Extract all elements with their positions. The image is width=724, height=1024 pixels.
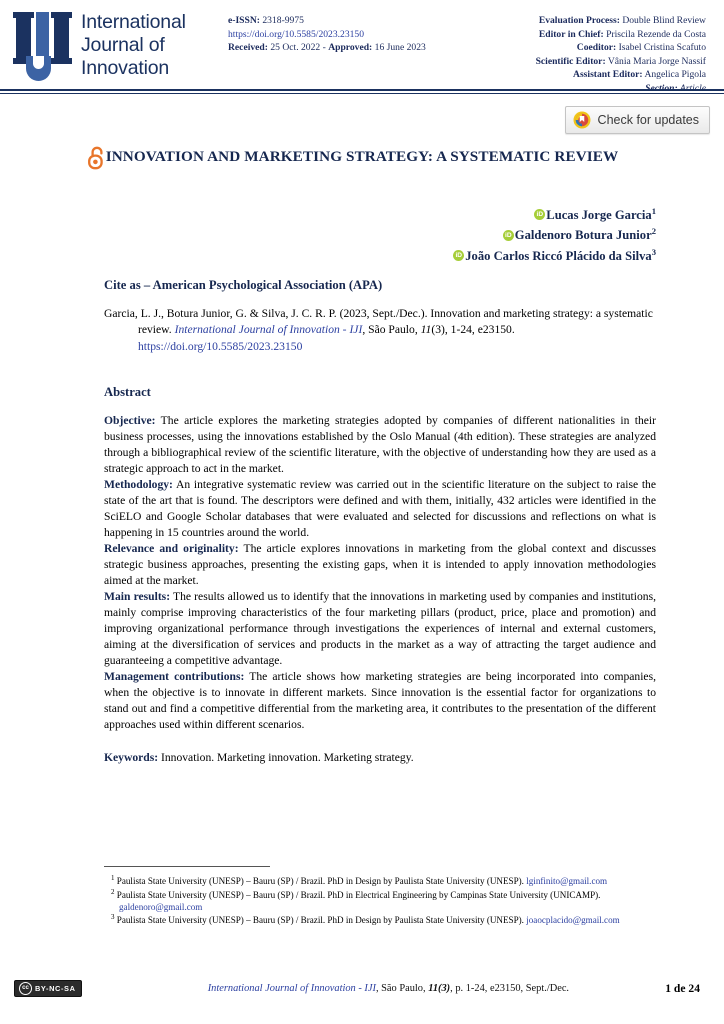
abstract-block: [104, 413, 656, 477]
editor-label: Assistant Editor:: [573, 69, 643, 81]
issn-metadata: [228, 6, 426, 55]
footnote-text: Paulista State University (UNESP) – Bauru (SP) / Brazil. PhD in Design by Paulista State University (UNESP).: [116, 915, 524, 926]
footnote-item: [104, 913, 656, 926]
approved-label: Approved:: [328, 42, 373, 54]
author-footnote-marker[interactable]: 3: [651, 246, 656, 257]
received-value: 25 Oct. 2022 -: [267, 42, 329, 54]
editor-value: Double Blind Review: [619, 15, 706, 26]
journal-logo-wordmark: [81, 11, 186, 80]
issn-value: 2318-9975: [259, 15, 304, 26]
abstract-heading: Abstract: [104, 385, 151, 400]
author-name: Lucas Jorge Garcia: [546, 208, 652, 223]
footnote-text: Paulista State University (UNESP) – Bauru (SP) / Brazil. PhD in Design by Paulista State University (UNESP).: [116, 876, 524, 887]
abstract-block-text: The article explores the marketing strategies adopted by companies of different nationalities in their business processes, using the innovations established by the Oslo Manual (4th edition). These strategies are analyzed through a bibliographical review of the scientific literature, with the objective of understanding how they are used as a strategic approach to act in the market.: [104, 414, 656, 476]
author-name: Galdenoro Botura Junior: [514, 228, 652, 243]
footnote-text: Paulista State University (UNESP) – Bauru (SP) / Brazil. PhD in Electrical Engineering by Campinas State University (UNICAMP).: [116, 889, 601, 900]
abstract-block-lead: Main results:: [104, 590, 171, 604]
footer-rest-b: , p. 1-24, e23150, Sept./Dec.: [450, 982, 570, 994]
citation-journal: International Journal of Innovation - IJI: [174, 323, 363, 337]
footnote-divider: [104, 866, 270, 867]
page-title: INNOVATION AND MARKETING STRATEGY: A SYSTEMATIC REVIEW: [105, 148, 619, 165]
abstract-block: [104, 589, 656, 669]
check-for-updates-button[interactable]: [565, 106, 710, 134]
editorial-board: [536, 6, 706, 96]
check-for-updates-label: Check for updates: [597, 113, 699, 127]
cite-as-heading: Cite as – American Psychological Association (APA): [104, 278, 383, 292]
author-item: [0, 205, 656, 225]
orcid-id-icon[interactable]: [534, 209, 545, 220]
footer-volume: 11(3): [428, 982, 451, 994]
logo-line-3: Innovation: [81, 56, 169, 79]
editor-row: [536, 41, 706, 55]
orcid-id-icon[interactable]: [453, 250, 464, 261]
cc-license-text: BY-NC-SA: [35, 983, 76, 993]
received-label: Received:: [228, 42, 268, 54]
citation-doi-link[interactable]: https://doi.org/10.5585/2023.23150: [138, 339, 303, 353]
issn-line: [228, 14, 426, 28]
footnote-email[interactable]: joaocplacido@gmail.com: [526, 915, 620, 926]
footer-citation: [82, 983, 666, 994]
editor-label: Coeditor:: [576, 42, 617, 54]
abstract-block-text: An integrative systematic review was carried out in the scientific literature on the subject to raise the state of the art that is found. The descriptors were defined and with them, initially, 432 articles were identified in the SciELO and Google Scholar databases that were evaluated and selected for discussions and reflections on what is happening in 15 countries around the world.: [104, 478, 656, 540]
keywords-line: [104, 750, 656, 766]
doi-link[interactable]: https://doi.org/10.5585/2023.23150: [228, 28, 365, 40]
logo-line-1: International: [81, 10, 186, 33]
page-footer: [0, 975, 724, 1001]
abstract-block: [104, 541, 656, 589]
citation-part-3: (3), 1-24, e23150.: [431, 323, 515, 337]
editor-label: Evaluation Process:: [538, 15, 620, 26]
editor-label: Editor in Chief:: [538, 28, 604, 40]
crossmark-icon: [573, 111, 591, 129]
header-divider: [0, 89, 724, 94]
abstract-block-lead: Management contributions:: [104, 670, 245, 684]
editor-value: Isabel Cristina Scafuto: [616, 42, 706, 54]
author-name: João Carlos Riccó Plácido da Silva: [465, 248, 652, 263]
footnote-email[interactable]: lginfinito@gmail.com: [526, 876, 608, 887]
masthead: [0, 0, 724, 88]
creative-commons-license-badge[interactable]: [14, 980, 82, 997]
approved-value: 16 June 2023: [372, 42, 426, 54]
footer-rest-a: , São Paulo,: [375, 982, 429, 994]
footnote-marker: 3: [111, 913, 115, 922]
citation-part-2: , São Paulo,: [362, 323, 421, 337]
footer-journal-name: International Journal of Innovation - IJI: [207, 982, 376, 994]
editor-row: [536, 28, 706, 42]
author-footnote-marker[interactable]: 1: [651, 206, 656, 216]
citation-part-1: Garcia, L. J., Botura Junior, G. & Silva, J. C. R. P. (2023, Sept./Dec.). Innovation and marketing strategy: a systematic review.: [104, 307, 653, 337]
abstract-block-text: The article explores innovations in marketing from the global context and discusses strategic business approaches, presenting the existing gaps, when it is intended to apply innovation methodologies aimed at the market.: [104, 542, 656, 588]
orcid-id-icon[interactable]: [503, 230, 514, 241]
editor-value: Angelica Pigola: [642, 69, 706, 81]
abstract-block-text: The article shows how marketing strategies are being incorporated into companies, when the objective is to innovate in different markets. Since innovation is the essential factor for organizations to stand out and find a competitive differential from the marketing area, it contributes to the presentation of the different approaches used within different scenarios.: [104, 670, 656, 732]
editor-row: [536, 14, 706, 28]
author-footnote-marker[interactable]: 2: [651, 226, 656, 237]
page-number: 1 de 24: [665, 981, 700, 995]
abstract-block-text: The results allowed us to identify that the innovations in marketing used by companies and institutions, mainly comprise improving characteristics of the four marketing pillars (product, price, place and promotion) and improving organizational performance through investigations the experiences of internal and external customers, aiming at the diversification of services and products in the market as a way of attracting the target audience and guaranteeing a competitive advantage.: [104, 590, 656, 668]
editor-value: Priscila Rezende da Costa: [603, 28, 706, 40]
author-list: [0, 205, 724, 266]
title-container: [0, 142, 724, 171]
iji-logo-icon: [14, 8, 72, 82]
footnote-item: [104, 874, 656, 887]
footnotes: [104, 866, 656, 927]
footnote-marker: 2: [111, 887, 115, 896]
footnote-email[interactable]: galdenoro@gmail.com: [119, 901, 203, 912]
issn-label: e-ISSN:: [228, 15, 260, 26]
citation-text: [104, 306, 656, 355]
keywords-label: Keywords:: [104, 751, 159, 765]
journal-logo: [14, 6, 210, 82]
keywords-value: Innovation. Marketing innovation. Marketing strategy.: [158, 751, 414, 765]
footnote-item: [104, 888, 656, 913]
editor-value: Vânia Maria Jorge Nassif: [605, 55, 706, 67]
cc-circle-icon: cc: [19, 982, 32, 995]
dates-line: [228, 41, 426, 55]
author-item: [0, 246, 656, 266]
citation-volume: 11: [420, 323, 432, 337]
author-item: [0, 225, 656, 245]
abstract-block: [104, 477, 656, 541]
editor-label: Scientific Editor:: [535, 55, 606, 67]
abstract-block-lead: Objective:: [104, 414, 156, 428]
doi-line[interactable]: [228, 28, 426, 42]
abstract-block-lead: Relevance and originality:: [104, 542, 239, 556]
abstract-block-lead: Methodology:: [104, 478, 173, 492]
editor-row: [536, 55, 706, 69]
abstract-block: [104, 669, 656, 733]
logo-line-2: Journal of: [81, 33, 165, 56]
editor-row: [536, 68, 706, 82]
footnote-marker: 1: [111, 874, 115, 882]
article-body: [104, 278, 656, 766]
